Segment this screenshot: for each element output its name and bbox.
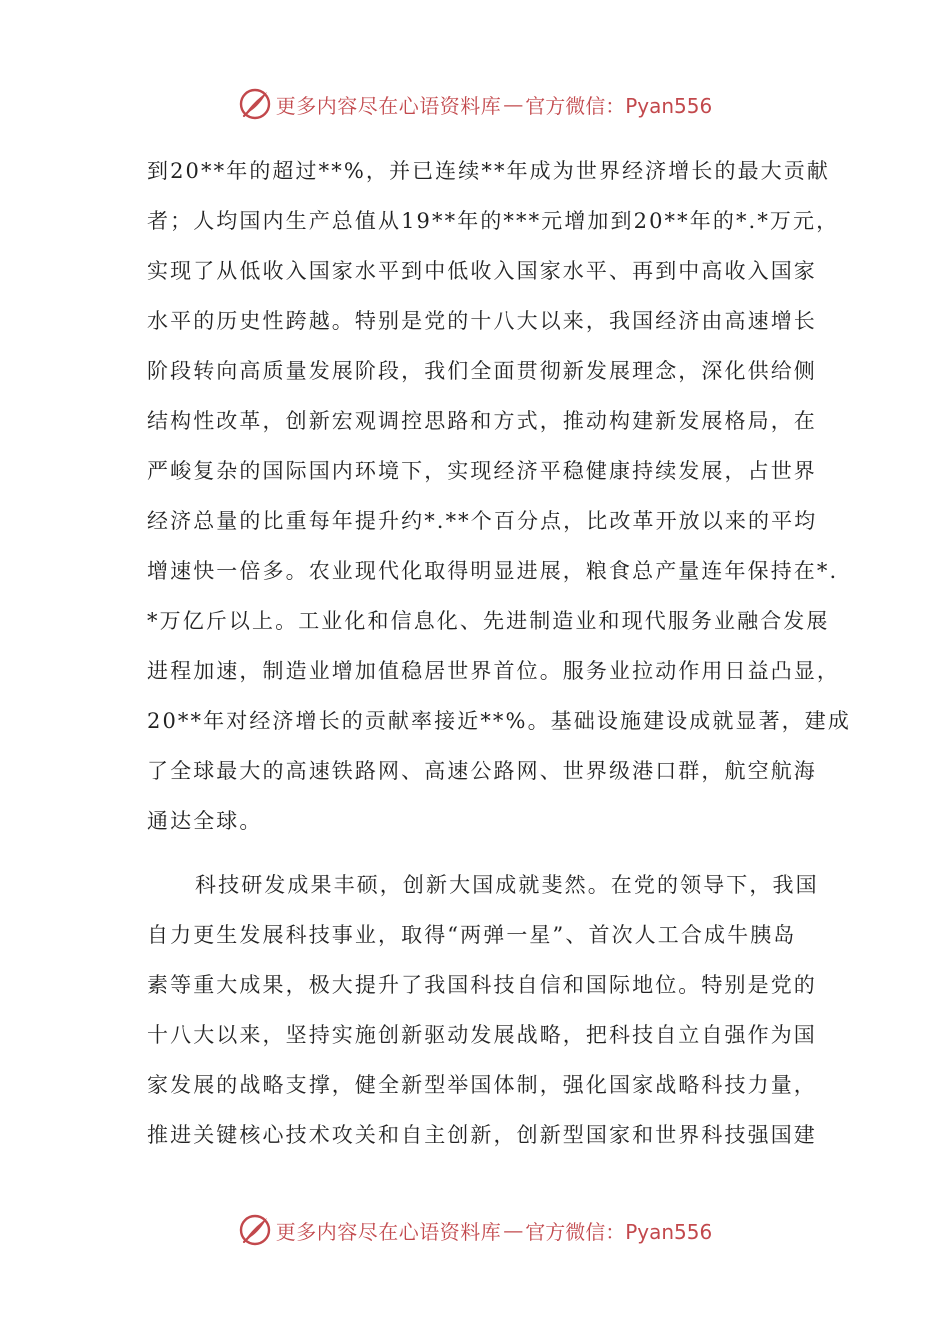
text-line: 到20**年的超过**%，并已连续**年成为世界经济增长的最大贡献 [147,159,830,183]
text-line: 严峻复杂的国际国内环境下，实现经济平稳健康持续发展，占世界 [147,459,817,483]
footer-site-text: 更多内容尽在心语资料库 [275,1219,502,1244]
header-site-text: 更多内容尽在心语资料库 [275,93,502,118]
header-wechat-text: 官方微信：Pyan556 [525,93,713,118]
paragraph-gap [147,846,807,860]
text-line: 增速快一倍多。农业现代化取得明显进展，粮食总产量连年保持在*. [147,559,839,583]
quill-pen-logo-icon [238,1213,272,1247]
header-banner [0,82,950,126]
text-line: 经济总量的比重每年提升约*.**个百分点，比改革开放以来的平均 [147,509,818,533]
text-line: 阶段转向高质量发展阶段，我们全面贯彻新发展理念，深化供给侧 [147,359,817,383]
text-line: 20**年对经济增长的贡献率接近**%。基础设施建设成就显著，建成 [147,709,851,733]
text-line: 实现了从低收入国家水平到中低收入国家水平、再到中高收入国家 [147,259,817,283]
footer-banner [0,1208,950,1252]
text-line: 者；人均国内生产总值从19**年的***元增加到20**年的*.*万元， [147,209,840,233]
text-line: 自力更生发展科技事业，取得“两弹一星”、首次人工合成牛胰岛 [147,923,797,947]
header-separator: — [503,92,524,116]
text-line: 进程加速，制造业增加值稳居世界首位。服务业拉动作用日益凸显， [147,659,840,683]
paragraph-1 [147,146,851,846]
text-line: 通达全球。 [147,809,263,833]
text-line: 素等重大成果，极大提升了我国科技自信和国际地位。特别是党的 [147,973,817,997]
text-line: 十八大以来，坚持实施创新驱动发展战略，把科技自立自强作为国 [147,1023,817,1047]
footer-separator: — [503,1218,524,1242]
text-line: 结构性改革，创新宏观调控思路和方式，推动构建新发展格局，在 [147,409,817,433]
document-body [147,146,851,1160]
quill-pen-logo-icon [238,87,272,121]
text-line: 推进关键核心技术攻关和自主创新，创新型国家和世界科技强国建 [147,1123,817,1147]
text-line: 水平的历史性跨越。特别是党的十八大以来，我国经济由高速增长 [147,309,817,333]
text-line: 了全球最大的高速铁路网、高速公路网、世界级港口群，航空航海 [147,759,817,783]
footer-wechat-text: 官方微信：Pyan556 [525,1219,713,1244]
text-line: 家发展的战略支撑，健全新型举国体制，强化国家战略科技力量， [147,1073,817,1097]
paragraph-2 [147,860,819,1160]
text-line: 科技研发成果丰硕，创新大国成就斐然。在党的领导下，我国 [195,873,819,897]
text-line: *万亿斤以上。工业化和信息化、先进制造业和现代服务业融合发展 [147,609,830,633]
